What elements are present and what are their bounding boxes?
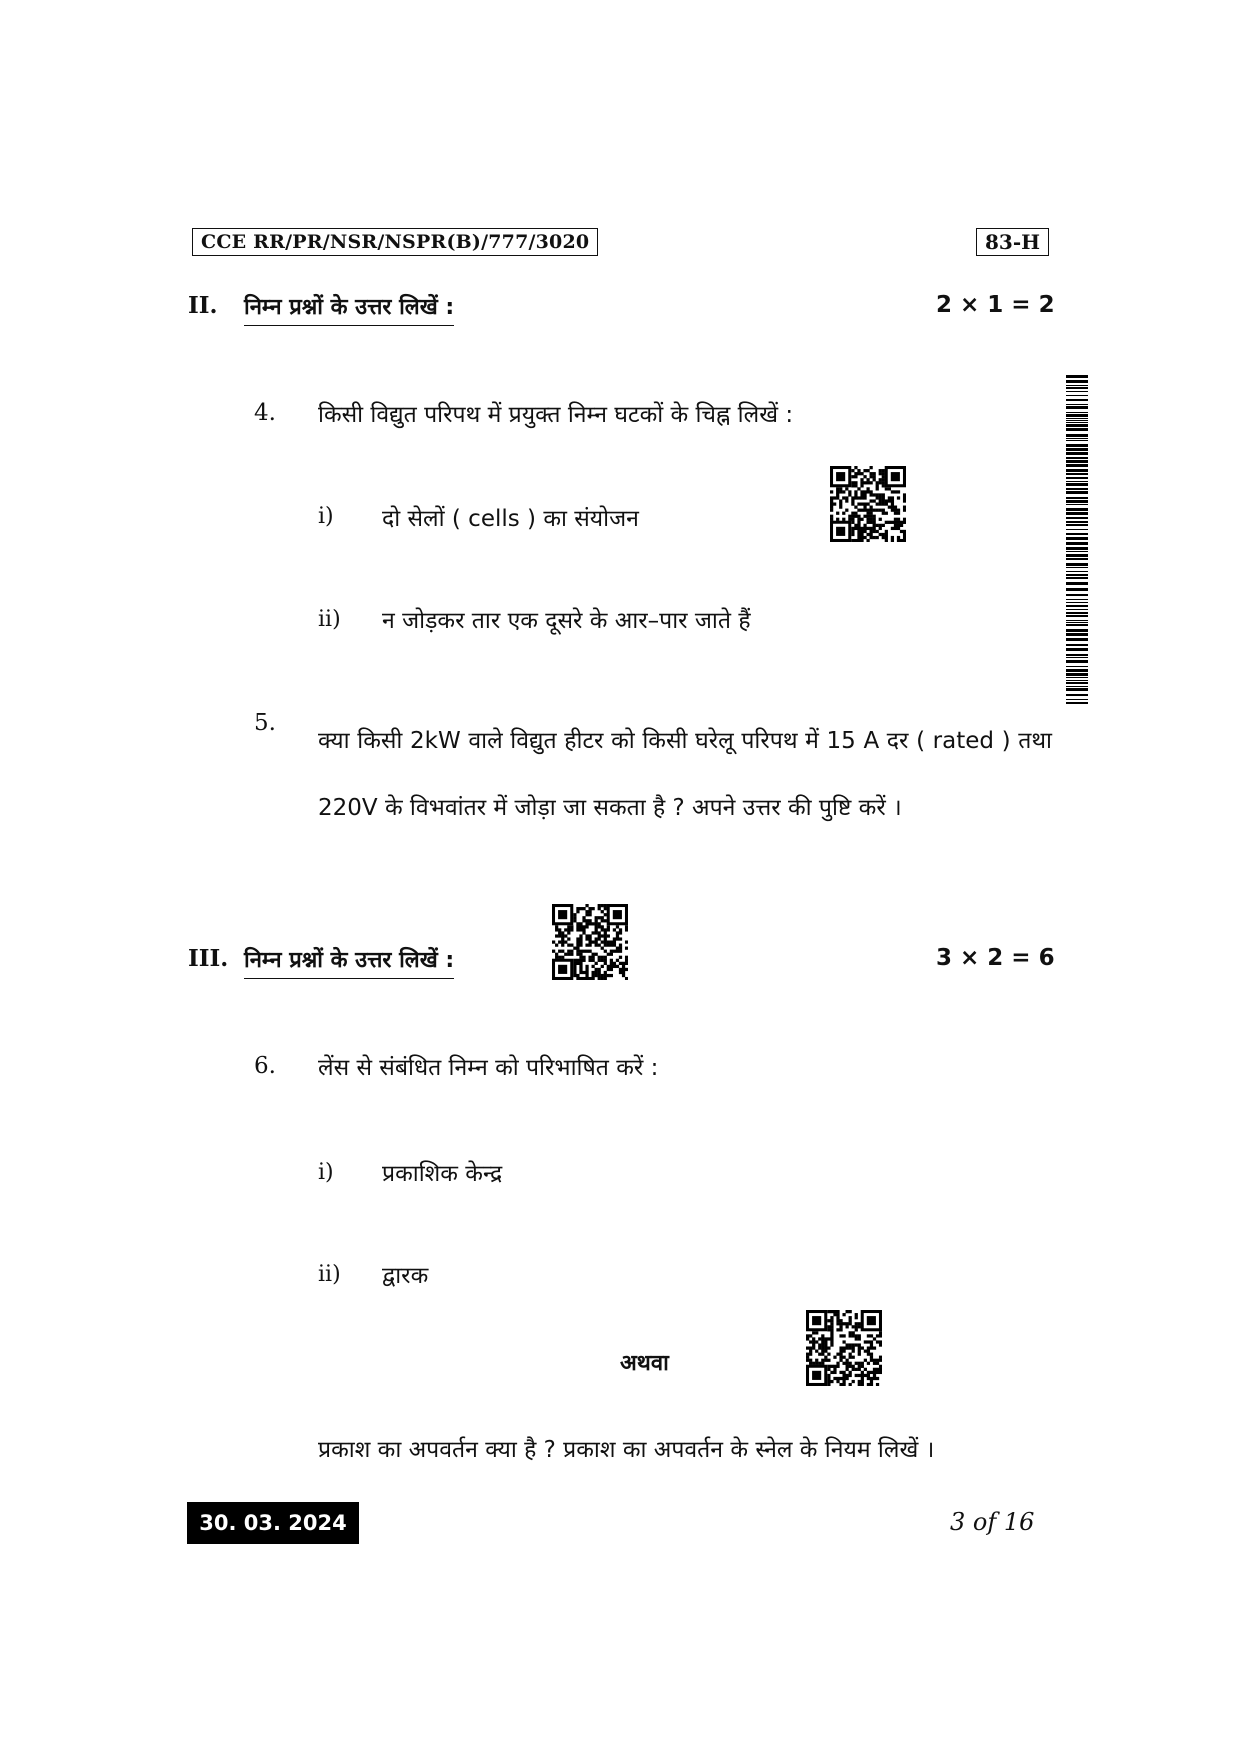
qr-code-icon xyxy=(830,466,906,542)
question-number: 4. xyxy=(254,400,276,426)
barcode-icon xyxy=(1066,375,1088,705)
subject-code-box: 83-H xyxy=(976,228,1049,256)
question-number: 5. xyxy=(254,710,276,736)
sub-question-text: द्वारक xyxy=(382,1263,429,1289)
sub-question-text: न जोड़कर तार एक दूसरे के आर–पार जाते हैं xyxy=(382,608,751,634)
qr-code-icon xyxy=(552,904,628,980)
alternative-question-text: प्रकाश का अपवर्तन क्या है ? प्रकाश का अपवर्तन के स्नेल के नियम लिखें । xyxy=(318,1437,935,1463)
section-number: II. xyxy=(188,292,218,319)
sub-question-label: ii) xyxy=(318,1262,341,1287)
section-title: निम्न प्रश्नों के उत्तर लिखें : xyxy=(244,291,454,326)
question-text: किसी विद्युत परिपथ में प्रयुक्त निम्न घटकों के चिह्न लिखें : xyxy=(318,402,794,428)
question-text: क्या किसी 2kW वाले विद्युत हीटर को किसी घरेलू परिपथ में 15 A दर ( rated ) तथा 220V के विभवांतर में जोड़ा जा सकता है ? अपने उत्तर की पुष्टि करें । xyxy=(318,728,1052,821)
section-marks: 2 × 1 = 2 xyxy=(936,292,1055,318)
section-number: III. xyxy=(188,945,229,972)
qr-code-icon xyxy=(806,1310,882,1386)
paper-code-box: CCE RR/PR/NSR/NSPR(B)/777/3020 xyxy=(192,228,598,256)
page-number: 3 of 16 xyxy=(950,1508,1035,1536)
question-text: लेंस से संबंधित निम्न को परिभाषित करें : xyxy=(318,1055,659,1081)
question-number: 6. xyxy=(254,1053,276,1079)
section-title: निम्न प्रश्नों के उत्तर लिखें : xyxy=(244,944,454,979)
sub-question-label: i) xyxy=(318,1160,334,1185)
sub-question-label: i) xyxy=(318,504,334,529)
section-marks: 3 × 2 = 6 xyxy=(936,945,1055,971)
sub-question-text: प्रकाशिक केन्द्र xyxy=(382,1161,503,1187)
sub-question-text: दो सेलों ( cells ) का संयोजन xyxy=(382,506,639,532)
or-separator: अथवा xyxy=(620,1351,669,1376)
exam-date: 30. 03. 2024 xyxy=(187,1502,359,1544)
sub-question-label: ii) xyxy=(318,607,341,632)
